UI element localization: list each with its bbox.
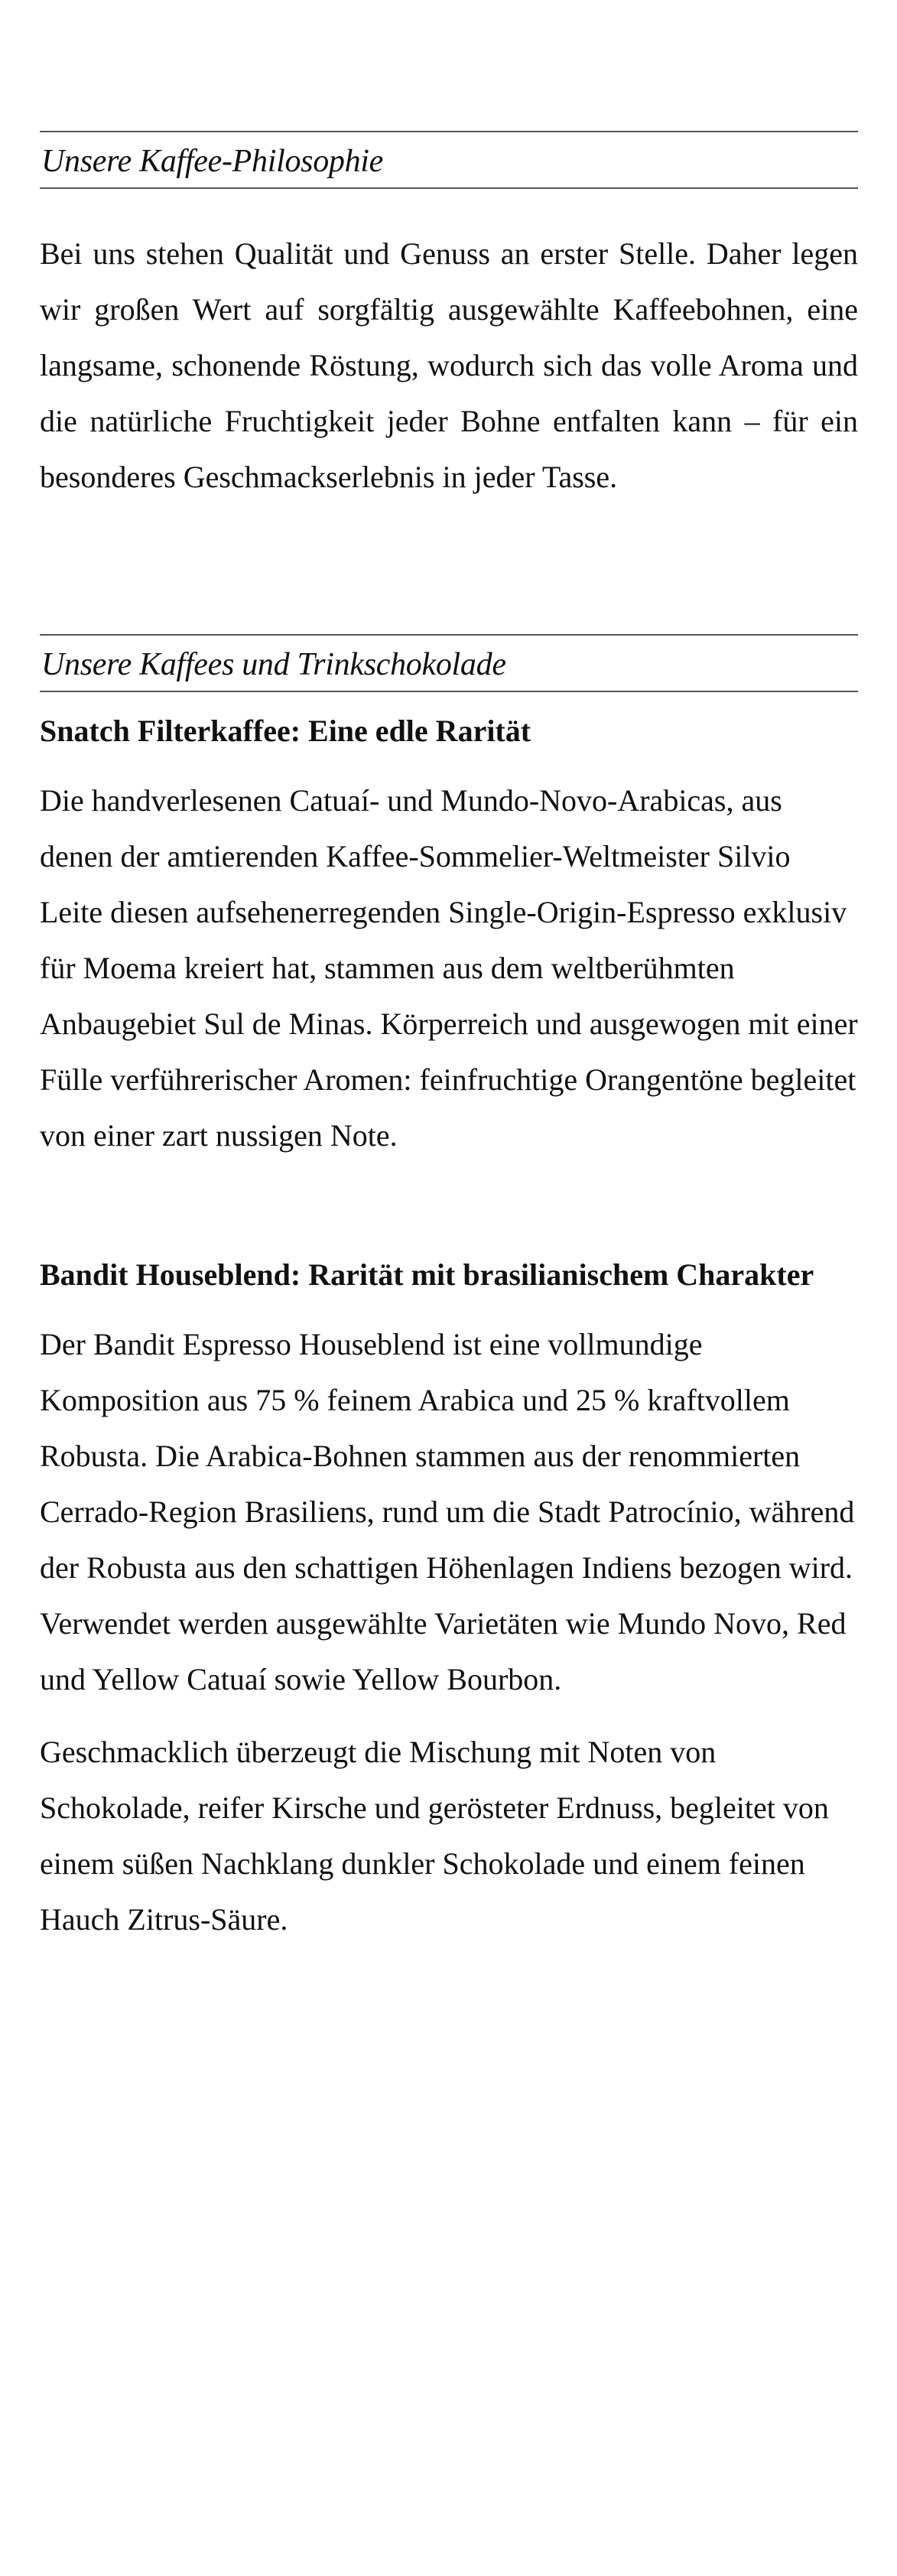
product-title: Bandit Houseblend: Rarität mit brasilianischem Charakter <box>40 1257 814 1292</box>
philosophy-section <box>40 131 858 505</box>
page-content <box>40 0 858 1947</box>
product-description: Der Bandit Espresso Houseblend ist eine vollmundige Komposition aus 75 % feinem Arabica und 25 % kraftvollem Robusta. Die Arabica-Bohnen stammen aus der renommierten Cerrado-Region Brasiliens, rund um die Stadt Patrocínio, während der Robusta aus den schattigen Höhenlagen Indiens bezogen wird. Verwendet werden ausgewählte Varietäten wie Mundo Novo, Red und Yellow Catuaí sowie Yellow Bourbon. <box>40 1327 855 1696</box>
products-section <box>40 634 858 1947</box>
philosophy-text: Bei uns stehen Qualität und Genuss an erster Stelle. Daher legen wir großen Wert auf sorgfältig ausgewählte Kaffeebohnen, eine langsame, schonende Röstung, wodurch sich das volle Aroma und die natürliche Fruchtigkeit jeder Bohne entfalten kann – für ein besonderes Geschmackserlebnis in jeder Tasse. <box>40 236 858 494</box>
product-description: Die handverlesenen Catuaí- und Mundo-Novo-Arabicas, aus denen der amtierenden Kaffee-Sommelier-Weltmeister Silvio Leite diesen aufsehenerregenden Single-Origin-Espresso exklusiv für Moema kreiert hat, stammen aus dem weltberühmten Anbaugebiet Sul de Minas. Körperreich und ausgewogen mit einer Fülle verführerischer Aromen: feinfruchtige Orangentöne begleitet von einer zart nussigen Note. <box>40 783 858 1153</box>
product-bandit <box>40 1247 858 1947</box>
product-snatch <box>40 703 858 1163</box>
products-heading: Unsere Kaffees und Trinkschokolade <box>40 634 858 692</box>
philosophy-heading: Unsere Kaffee-Philosophie <box>40 131 858 189</box>
product-title: Snatch Filterkaffee: Eine edle Rarität <box>40 714 531 748</box>
product-taste-description: Geschmacklich überzeugt die Mischung mit Noten von Schokolade, reifer Kirsche und gerösteter Erdnuss, begleitet von einem süßen Nachklang dunkler Schokolade und einem feinen Hauch Zitrus-Säure. <box>40 1735 829 1937</box>
